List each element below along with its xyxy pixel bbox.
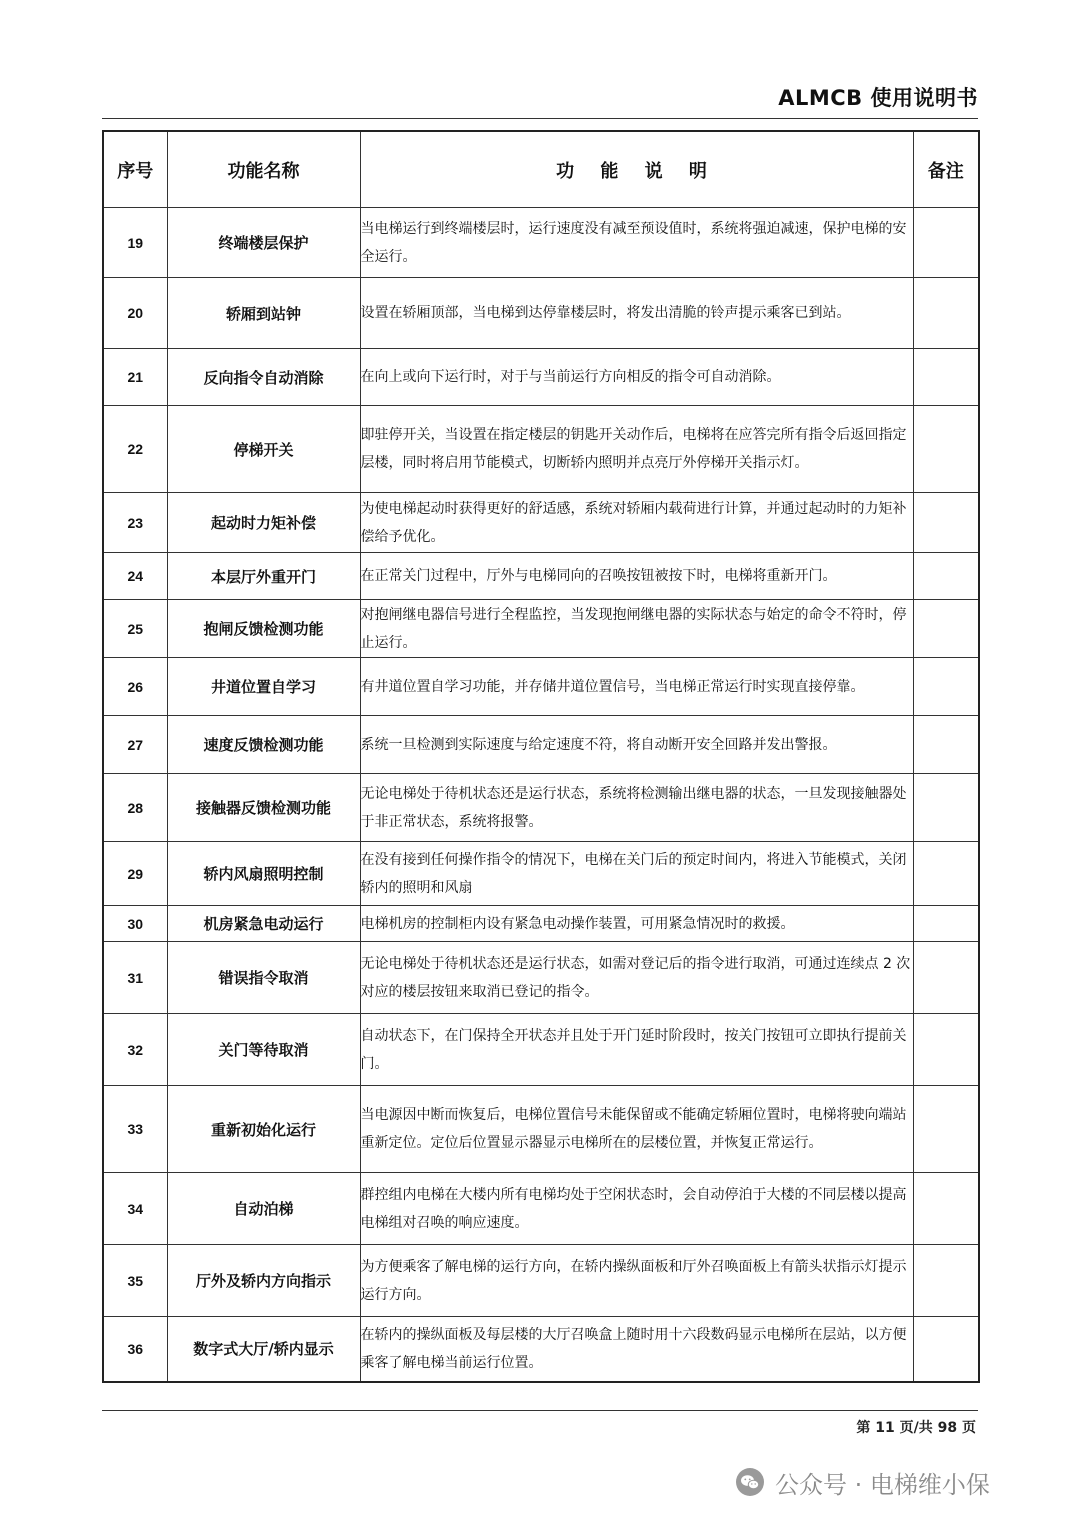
row-number: 35 (103, 1245, 167, 1317)
row-note (913, 493, 979, 553)
function-description: 对抱闸继电器信号进行全程监控，当发现抱闸继电器的实际状态与始定的命令不符时，停止运行。 (360, 600, 913, 658)
table-row (103, 1086, 979, 1173)
table-row (103, 1173, 979, 1245)
wechat-icon (735, 1467, 765, 1497)
row-note (913, 774, 979, 842)
function-description: 在向上或向下运行时，对于与当前运行方向相反的指令可自动消除。 (360, 349, 913, 406)
function-description: 设置在轿厢顶部，当电梯到达停靠楼层时，将发出清脆的铃声提示乘客已到站。 (360, 278, 913, 349)
row-note (913, 600, 979, 658)
row-note (913, 208, 979, 278)
row-note (913, 1317, 979, 1382)
function-description: 在正常关门过程中，厅外与电梯同向的召唤按钮被按下时，电梯将重新开门。 (360, 553, 913, 600)
table-row (103, 658, 979, 716)
page-header (102, 78, 978, 119)
function-name: 重新初始化运行 (167, 1086, 360, 1173)
row-number: 21 (103, 349, 167, 406)
function-name: 终端楼层保护 (167, 208, 360, 278)
row-number: 29 (103, 842, 167, 906)
function-description: 为使电梯起动时获得更好的舒适感，系统对轿厢内载荷进行计算，并通过起动时的力矩补偿给予优化。 (360, 493, 913, 553)
row-note (913, 906, 979, 942)
watermark (735, 1462, 990, 1502)
function-name: 本层厅外重开门 (167, 553, 360, 600)
row-number: 22 (103, 406, 167, 493)
table-row (103, 553, 979, 600)
watermark-text: 公众号 · 电梯维小保 (775, 1470, 990, 1499)
function-description: 电梯机房的控制柜内设有紧急电动操作装置，可用紧急情况时的救援。 (360, 906, 913, 942)
page-number: 第 11 页/共 98 页 (856, 1420, 976, 1436)
function-description: 为方便乘客了解电梯的运行方向，在轿内操纵面板和厅外召唤面板上有箭头状指示灯提示运行方向。 (360, 1245, 913, 1317)
function-description: 无论电梯处于待机状态还是运行状态，如需对登记后的指令进行取消，可通过连续点 2 次对应的楼层按钮来取消已登记的指令。 (360, 942, 913, 1014)
table-row (103, 1245, 979, 1317)
function-name: 反向指令自动消除 (167, 349, 360, 406)
row-note (913, 842, 979, 906)
row-note (913, 1245, 979, 1317)
row-number: 26 (103, 658, 167, 716)
column-header-note: 备注 (913, 131, 979, 208)
document-title: ALMCB 使用说明书 (778, 86, 978, 110)
function-name: 机房紧急电动运行 (167, 906, 360, 942)
row-number: 25 (103, 600, 167, 658)
table-row (103, 774, 979, 842)
function-description: 系统一旦检测到实际速度与给定速度不符，将自动断开安全回路并发出警报。 (360, 716, 913, 774)
function-name: 关门等待取消 (167, 1014, 360, 1086)
function-description: 在轿内的操纵面板及每层楼的大厅召唤盒上随时用十六段数码显示电梯所在层站，以方便乘客了解电梯当前运行位置。 (360, 1317, 913, 1382)
table-row (103, 842, 979, 906)
function-description: 有井道位置自学习功能，并存储井道位置信号，当电梯正常运行时实现直接停靠。 (360, 658, 913, 716)
row-number: 31 (103, 942, 167, 1014)
row-number: 23 (103, 493, 167, 553)
row-note (913, 716, 979, 774)
function-name: 接触器反馈检测功能 (167, 774, 360, 842)
row-note (913, 1173, 979, 1245)
function-name: 厅外及轿内方向指示 (167, 1245, 360, 1317)
row-number: 30 (103, 906, 167, 942)
function-name: 轿内风扇照明控制 (167, 842, 360, 906)
row-note (913, 406, 979, 493)
table-row (103, 906, 979, 942)
row-note (913, 553, 979, 600)
function-name: 速度反馈检测功能 (167, 716, 360, 774)
table-row (103, 208, 979, 278)
page-footer (102, 1410, 978, 1451)
function-description: 无论电梯处于待机状态还是运行状态，系统将检测输出继电器的状态，一旦发现接触器处于非正常状态，系统将报警。 (360, 774, 913, 842)
row-number: 33 (103, 1086, 167, 1173)
function-name: 抱闸反馈检测功能 (167, 600, 360, 658)
function-name: 轿厢到站钟 (167, 278, 360, 349)
function-name: 自动泊梯 (167, 1173, 360, 1245)
table-row (103, 349, 979, 406)
table-row (103, 1317, 979, 1382)
table-row (103, 716, 979, 774)
row-note (913, 658, 979, 716)
function-table (102, 130, 980, 1383)
function-description: 当电梯运行到终端楼层时，运行速度没有减至预设值时，系统将强迫减速，保护电梯的安全运行。 (360, 208, 913, 278)
table-row (103, 493, 979, 553)
column-header-description: 功 能 说 明 (360, 131, 913, 208)
table-row (103, 1014, 979, 1086)
row-note (913, 942, 979, 1014)
table-row (103, 600, 979, 658)
row-number: 19 (103, 208, 167, 278)
column-header-name: 功能名称 (167, 131, 360, 208)
table-row (103, 278, 979, 349)
row-note (913, 278, 979, 349)
table-row (103, 406, 979, 493)
row-number: 20 (103, 278, 167, 349)
function-description: 即驻停开关，当设置在指定楼层的钥匙开关动作后，电梯将在应答完所有指令后返回指定层楼，同时将启用节能模式，切断轿内照明并点亮厅外停梯开关指示灯。 (360, 406, 913, 493)
function-description: 在没有接到任何操作指令的情况下，电梯在关门后的预定时间内，将进入节能模式，关闭轿内的照明和风扇 (360, 842, 913, 906)
function-description: 当电源因中断而恢复后，电梯位置信号未能保留或不能确定轿厢位置时，电梯将驶向端站重新定位。定位后位置显示器显示电梯所在的层楼位置，并恢复正常运行。 (360, 1086, 913, 1173)
row-number: 28 (103, 774, 167, 842)
row-note (913, 1014, 979, 1086)
function-name: 错误指令取消 (167, 942, 360, 1014)
function-name: 停梯开关 (167, 406, 360, 493)
row-number: 27 (103, 716, 167, 774)
table-header-row (103, 131, 979, 208)
row-note (913, 349, 979, 406)
row-number: 32 (103, 1014, 167, 1086)
row-number: 24 (103, 553, 167, 600)
function-name: 起动时力矩补偿 (167, 493, 360, 553)
function-description: 自动状态下，在门保持全开状态并且处于开门延时阶段时，按关门按钮可立即执行提前关门。 (360, 1014, 913, 1086)
row-number: 36 (103, 1317, 167, 1382)
table-row (103, 942, 979, 1014)
function-name: 数字式大厅/轿内显示 (167, 1317, 360, 1382)
function-description: 群控组内电梯在大楼内所有电梯均处于空闲状态时，会自动停泊于大楼的不同层楼以提高电梯组对召唤的响应速度。 (360, 1173, 913, 1245)
row-note (913, 1086, 979, 1173)
row-number: 34 (103, 1173, 167, 1245)
column-header-no: 序号 (103, 131, 167, 208)
function-name: 井道位置自学习 (167, 658, 360, 716)
